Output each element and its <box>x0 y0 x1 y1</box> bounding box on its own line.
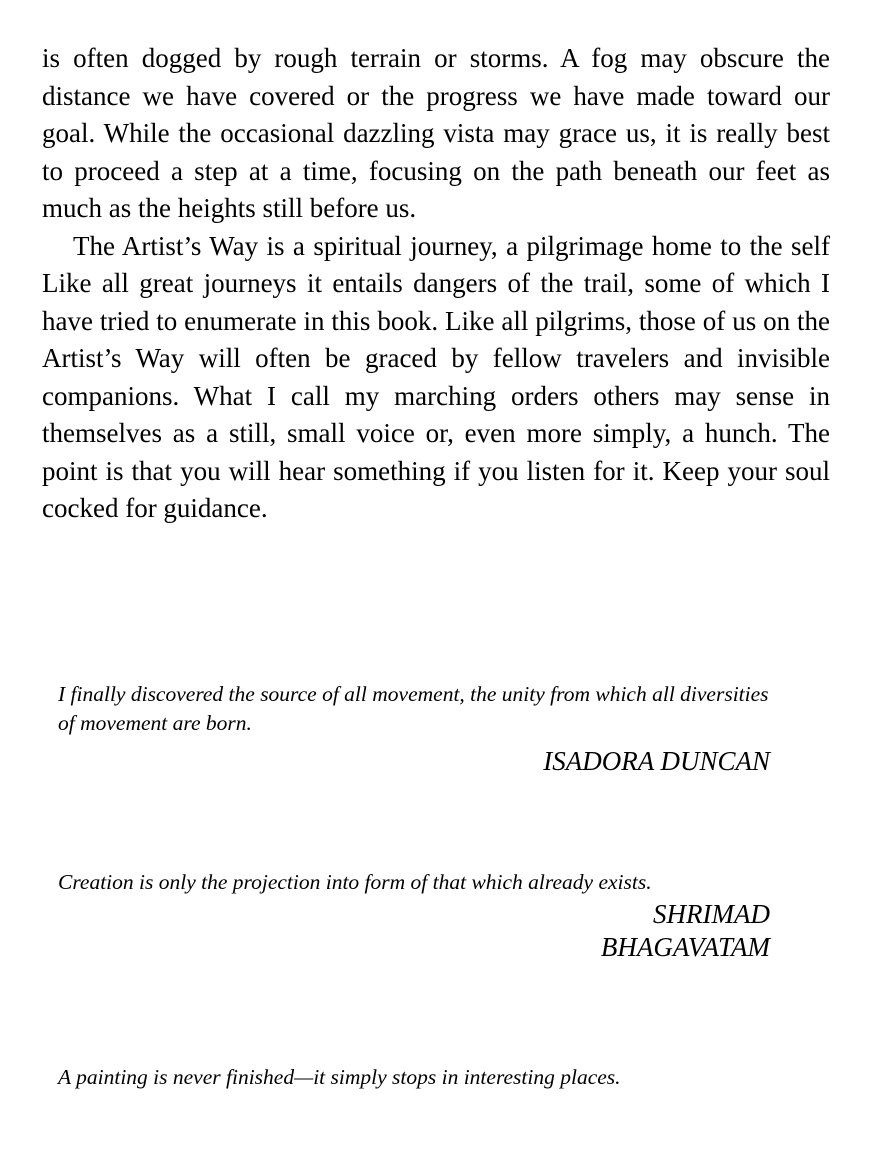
body-paragraph-1: is often dogged by rough terrain or storms. A fog may obscure the distance we have covered or the progress we have made toward our goal. While the occasional dazzling vista may grace us, it is really best to proceed a step at a time, focusing on the path beneath our feet as much as the heights still before us. <box>42 43 830 223</box>
epigraph-attribution-line-1: SHRIMAD <box>653 899 770 929</box>
epigraph-painting <box>58 1063 770 1092</box>
body-paragraph-2: The Artist’s Way is a spiritual journey, a pilgrimage home to the self Like all great journeys it entails dangers of the trail, some of which I have tried to enumerate in this book. Like all pilgrims, those of us on the Artist’s Way will often be graced by fellow travelers and invisible companions. What I call my marching orders others may sense in themselves as a still, small voice or, even more simply, a hunch. The point is that you will hear something if you listen for it. Keep your soul cocked for guidance. <box>42 230 830 523</box>
epigraph-quote: A painting is never finished—it simply stops in interesting places. <box>58 1065 621 1089</box>
body-text <box>42 40 830 528</box>
epigraph-bhagavatam <box>58 868 770 964</box>
epigraph-attribution-line-2: BHAGAVATAM <box>600 932 770 962</box>
epigraph-attribution: ISADORA DUNCAN <box>543 746 770 776</box>
epigraph-attribution <box>58 898 770 964</box>
epigraph-quote: Creation is only the projection into form of that which already exists. <box>58 870 652 894</box>
epigraph-duncan <box>58 680 770 778</box>
epigraph-quote: I finally discovered the source of all movement, the unity from which all diversities of movement are born. <box>58 682 769 735</box>
